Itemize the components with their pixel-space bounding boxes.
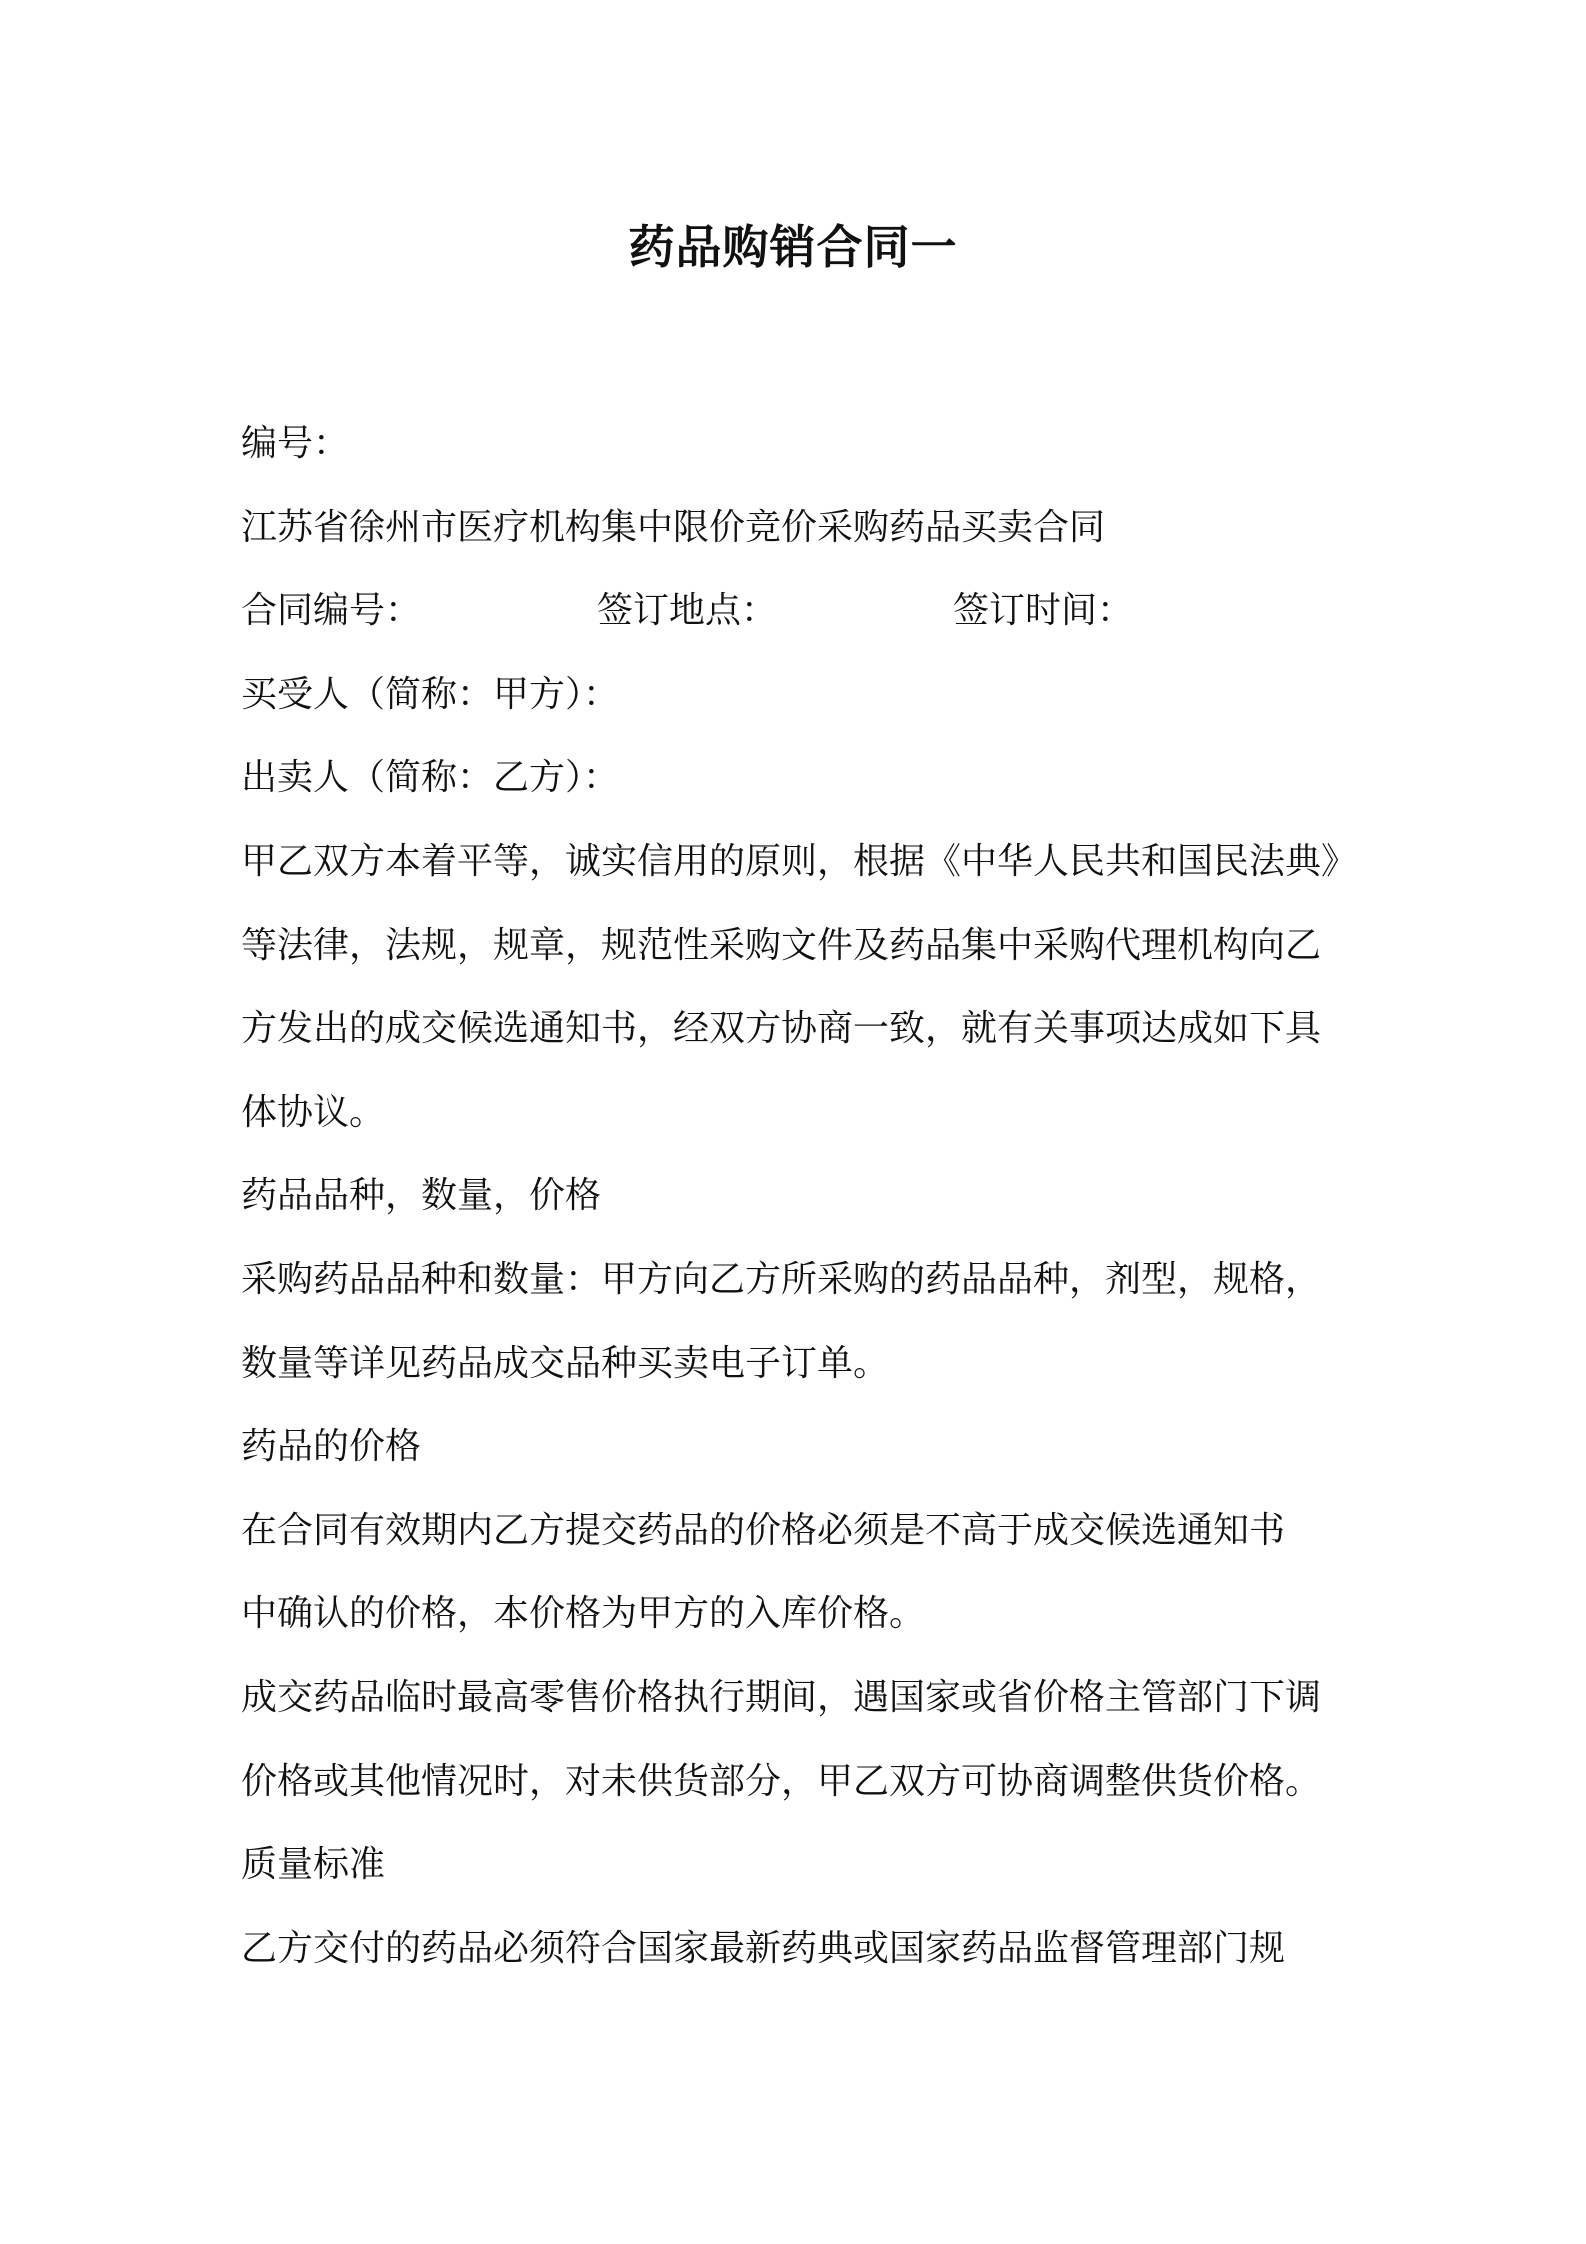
section-heading: 药品的价格 xyxy=(241,1426,422,1468)
paragraph-line: 数量等详见药品成交品种买卖电子订单。 xyxy=(241,1342,890,1384)
paragraph-line: 等法律，法规，规章，规范性采购文件及药品集中采购代理机构向乙 xyxy=(241,924,1322,966)
paragraph-line: 体协议。 xyxy=(241,1091,386,1133)
paragraph-line: 乙方交付的药品必须符合国家最新药典或国家药品监督管理部门规 xyxy=(241,1927,1286,1969)
document-title: 药品购销合同一 xyxy=(628,220,958,274)
paragraph-line: 成交药品临时最高零售价格执行期间，遇国家或省价格主管部门下调 xyxy=(241,1676,1322,1718)
paragraph-line: 采购药品品种和数量：甲方向乙方所采购的药品品种，剂型，规格， xyxy=(241,1258,1322,1300)
sign-time-label: 签订时间： xyxy=(953,590,1134,632)
paragraph-line: 价格或其他情况时，对未供货部分，甲乙双方可协商调整供货价格。 xyxy=(241,1760,1322,1802)
section-heading: 质量标准 xyxy=(241,1844,386,1886)
paragraph-line: 在合同有效期内乙方提交药品的价格必须是不高于成交候选通知书 xyxy=(241,1509,1286,1551)
paragraph-line: 方发出的成交候选通知书，经双方协商一致，就有关事项达成如下具 xyxy=(241,1008,1322,1050)
number-label: 编号： xyxy=(241,423,350,464)
seller-line: 出卖人（简称：乙方）： xyxy=(241,757,620,799)
sign-place-label: 签订地点： xyxy=(597,590,778,632)
paragraph-line: 甲乙双方本着平等，诚实信用的原则，根据《中华人民共和国民法典》 xyxy=(241,840,1358,882)
contract-heading: 江苏省徐州市医疗机构集中限价竞价采购药品买卖合同 xyxy=(241,506,1106,548)
paragraph-line: 中确认的价格，本价格为甲方的入库价格。 xyxy=(241,1593,926,1635)
contract-no-label: 合同编号： xyxy=(241,590,422,632)
contract-fields-row xyxy=(241,569,1361,653)
section-heading: 药品品种，数量，价格 xyxy=(241,1175,602,1217)
document-body xyxy=(241,402,1361,1990)
buyer-line: 买受人（简称：甲方）： xyxy=(241,673,620,715)
